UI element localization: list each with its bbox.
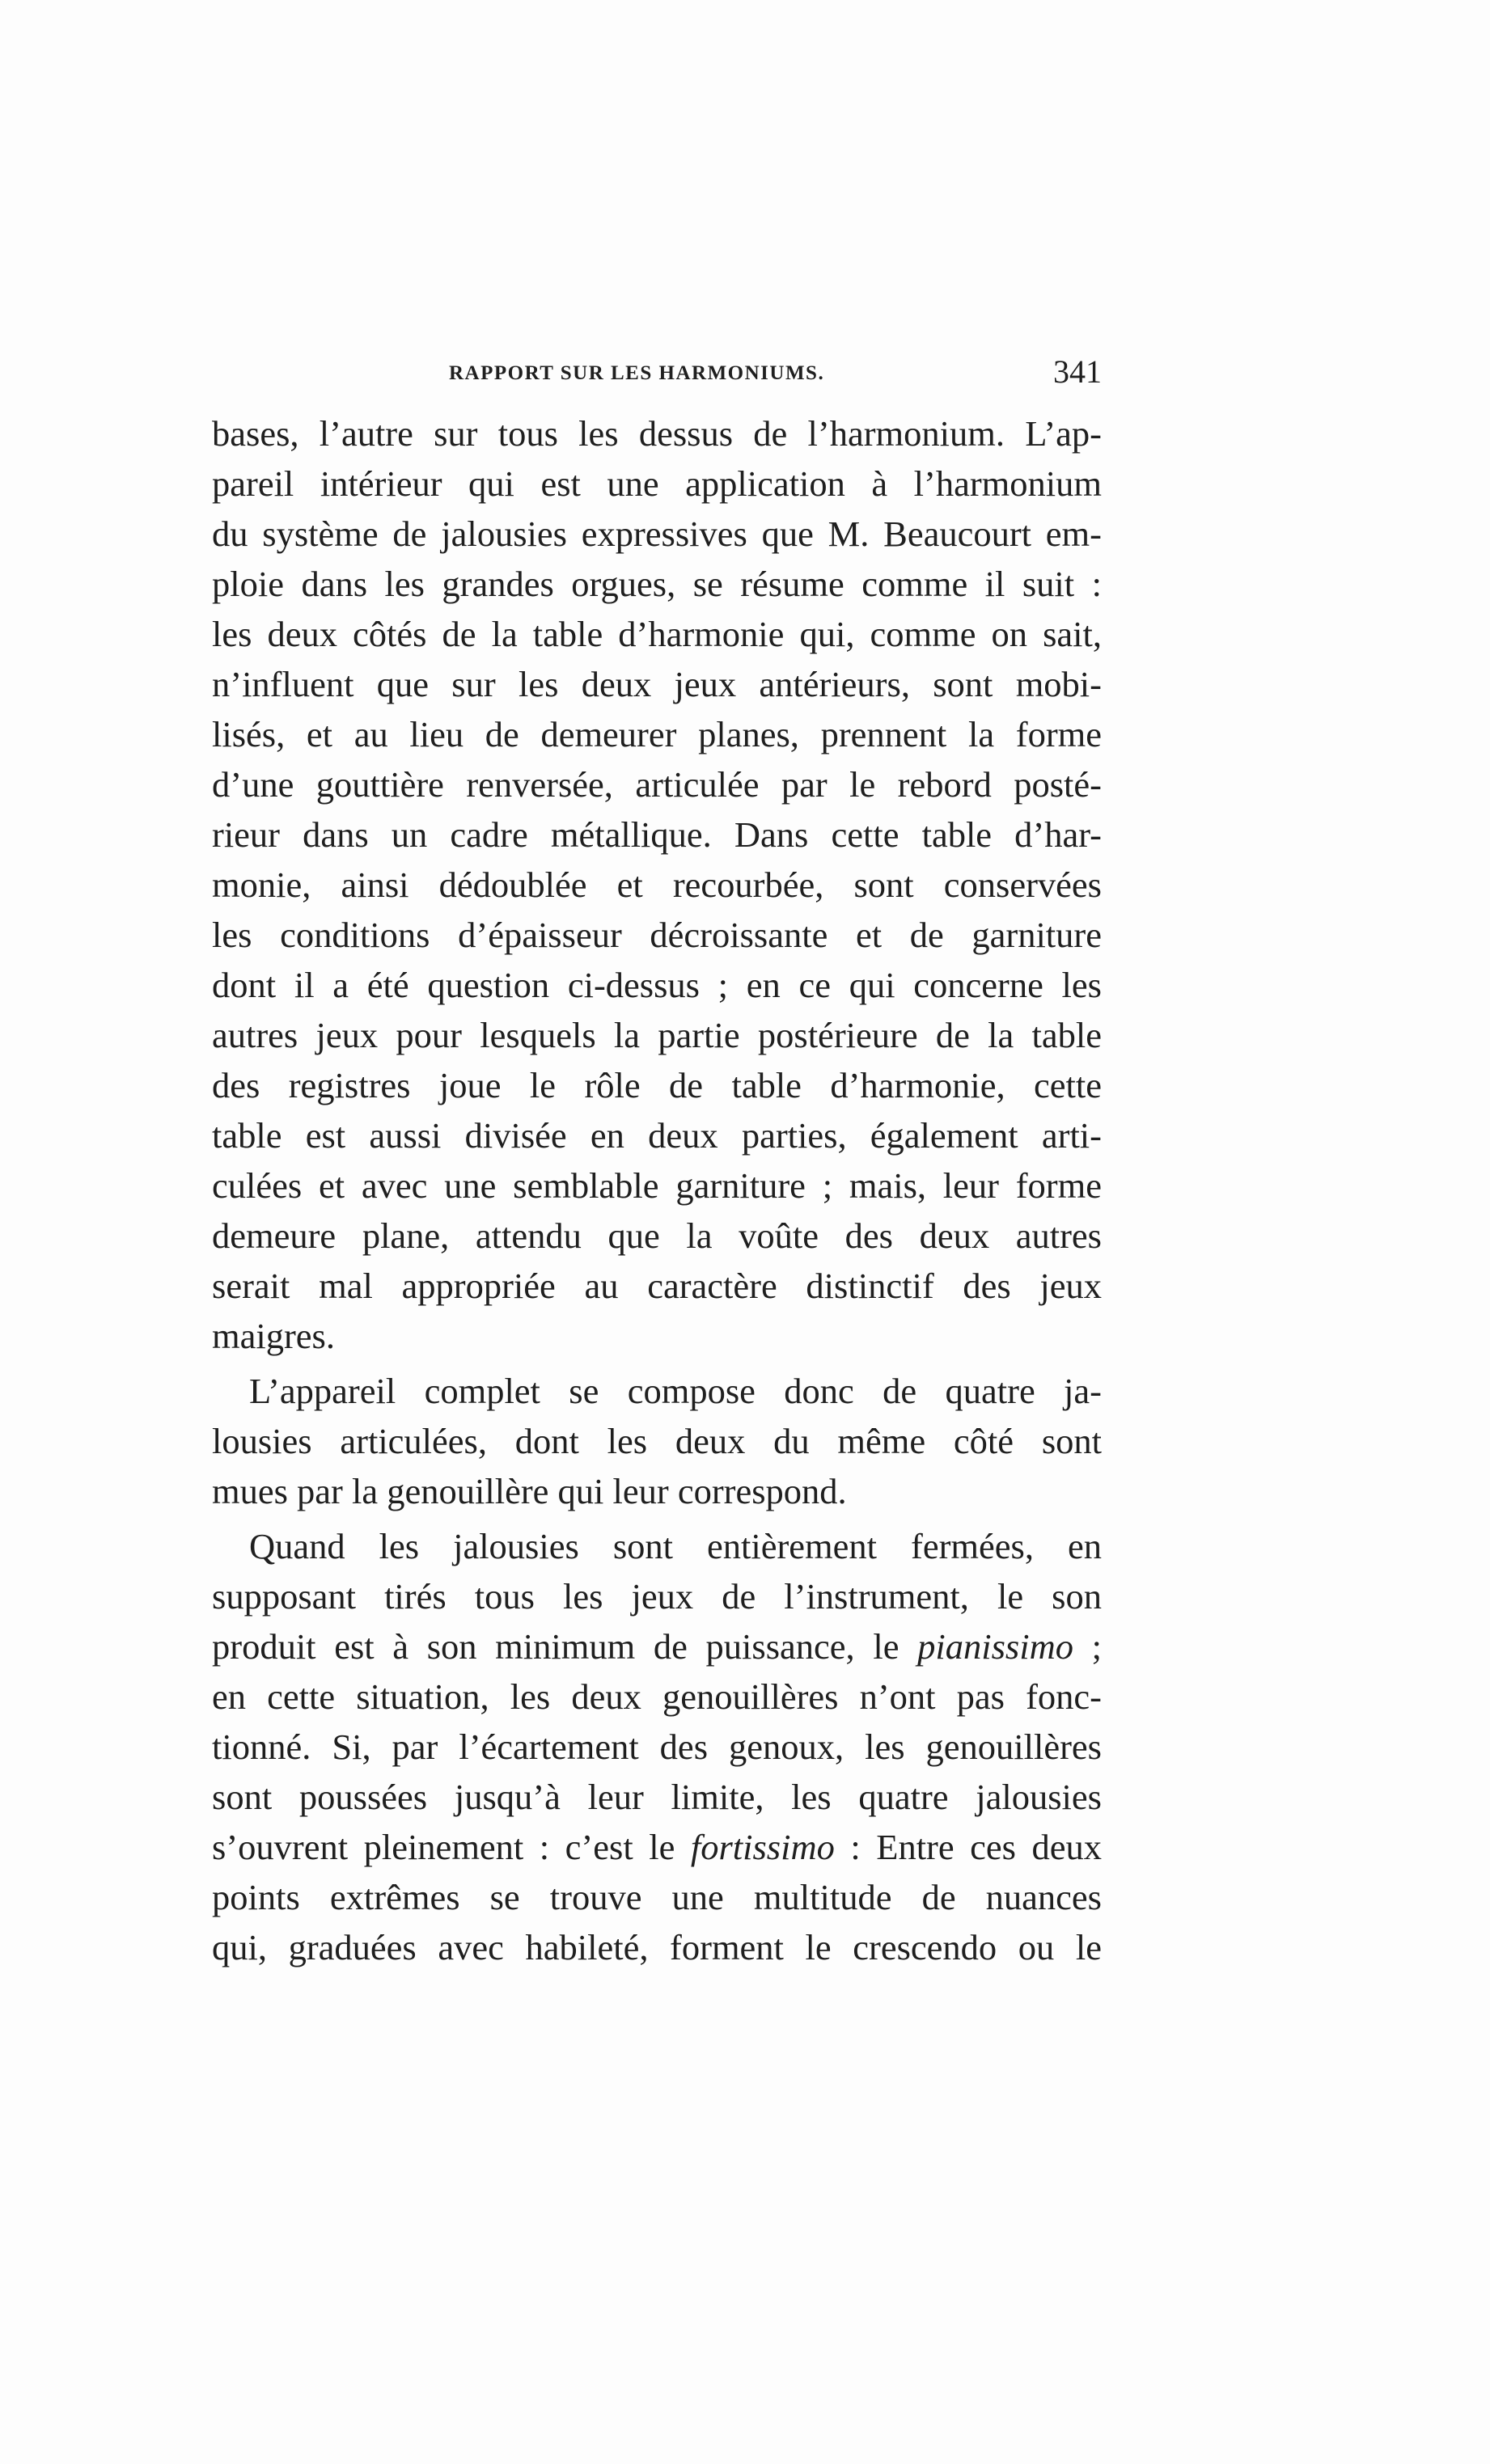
text-line-pianissimo <box>212 1621 1102 1672</box>
page-number: 341 <box>1053 353 1102 390</box>
text-line: en cette situation, les deux genouillères n’ont pas fonc- <box>212 1676 1102 1717</box>
text-line: table est aussi divisée en deux parties, également arti- <box>212 1115 1102 1156</box>
text-line: maigres. <box>212 1316 335 1356</box>
text-line: autres jeux pour lesquels la partie postérieure de la table <box>212 1015 1102 1055</box>
italic-term-fortissimo: fortissimo <box>690 1827 835 1867</box>
text-line: L’appareil complet se compose donc de quatre ja- <box>249 1371 1102 1411</box>
running-head <box>212 353 1102 401</box>
text-line: supposant tirés tous les jeux de l’instrument, le son <box>212 1576 1102 1617</box>
text-line: qui, graduées avec habileté, forment le crescendo ou le <box>212 1927 1102 1967</box>
text-line: tionné. Si, par l’écartement des genoux, les genouillères <box>212 1726 1102 1767</box>
text-run: : Entre ces deux <box>834 1827 1102 1867</box>
text-line: les deux côtés de la table d’harmonie qui, comme on sait, <box>212 614 1102 654</box>
text-line: du système de jalousies expressives que M. Beaucourt em- <box>212 514 1102 554</box>
text-line: Quand les jalousies sont entièrement fermées, en <box>249 1526 1102 1566</box>
text-line: bases, l’autre sur tous les dessus de l’harmonium. L’ap- <box>212 413 1102 454</box>
text-run: produit est à son minimum de puissance, le <box>212 1626 918 1667</box>
text-line: n’influent que sur les deux jeux antérieurs, sont mobi- <box>212 664 1102 704</box>
text-line: les conditions d’épaisseur décroissante et de garniture <box>212 915 1102 955</box>
text-run: s’ouvrent pleinement : c’est le <box>212 1827 691 1867</box>
text-line: dont il a été question ci-dessus ; en ce qui concerne les <box>212 965 1102 1005</box>
text-line: ploie dans les grandes orgues, se résume comme il suit : <box>212 564 1102 604</box>
running-title: RAPPORT SUR LES HARMONIUMS. <box>449 362 825 384</box>
text-line: sont poussées jusqu’à leur limite, les quatre jalousies <box>212 1777 1102 1817</box>
text-line: monie, ainsi dédoublée et recourbée, sont conservées <box>212 864 1102 905</box>
text-line: d’une gouttière renversée, articulée par le rebord posté- <box>212 764 1102 805</box>
italic-term-pianissimo: pianissimo <box>917 1626 1073 1667</box>
text-line-fortissimo <box>212 1822 1102 1872</box>
body-text <box>212 408 1102 1972</box>
text-line: demeure plane, attendu que la voûte des deux autres <box>212 1215 1102 1256</box>
text-line: pareil intérieur qui est une application à l’harmonium <box>212 463 1102 504</box>
text-line: points extrêmes se trouve une multitude de nuances <box>212 1877 1102 1917</box>
text-line: lisés, et au lieu de demeurer planes, prennent la forme <box>212 714 1102 754</box>
text-run: ; <box>1073 1626 1102 1667</box>
text-line: des registres joue le rôle de table d’harmonie, cette <box>212 1065 1102 1105</box>
text-line: lousies articulées, dont les deux du même côté sont <box>212 1421 1102 1461</box>
text-line: serait mal appropriée au caractère distinctif des jeux <box>212 1266 1102 1306</box>
text-line: rieur dans un cadre métallique. Dans cette table d’har- <box>212 814 1102 855</box>
text-line: mues par la genouillère qui leur correspond. <box>212 1471 847 1511</box>
text-line: culées et avec une semblable garniture ; mais, leur forme <box>212 1165 1102 1206</box>
